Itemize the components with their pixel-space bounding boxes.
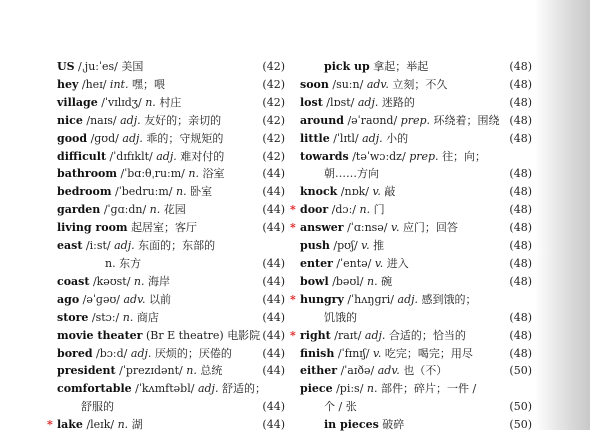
phonetic: /ˌjuːˈes/: [78, 60, 118, 73]
meaning: 卧室: [190, 185, 213, 199]
phonetic: /ˈentə/: [336, 256, 372, 270]
part-of-speech: n.: [149, 203, 161, 217]
part-of-speech: n.: [145, 95, 156, 109]
meaning: 浴室: [202, 167, 225, 181]
vocab-entry: [57, 130, 285, 148]
part-of-speech: adj.: [362, 131, 383, 145]
meaning: 美国: [121, 60, 144, 73]
vocab-word: good: [57, 131, 88, 145]
phonetic: /ˈvɪlɪdʒ/: [101, 95, 142, 109]
vocab-word: finish: [300, 346, 335, 360]
meaning: 碗: [381, 274, 393, 288]
vocab-entry: [300, 273, 532, 291]
page-reference: (42): [262, 149, 285, 163]
key-word-star-icon: *: [290, 221, 296, 235]
phonetic: /bɔːd/: [96, 346, 128, 360]
meaning: 东面的；东部的: [138, 239, 216, 253]
vocab-entry: [300, 416, 532, 434]
right-vocabulary-column: [290, 58, 532, 434]
page-reference: (44): [262, 292, 285, 306]
page-reference: (42): [262, 131, 285, 145]
part-of-speech: v.: [374, 256, 384, 270]
part-of-speech: adj.: [397, 292, 419, 306]
page-reference: (44): [262, 400, 285, 414]
phonetic: /heɪ/: [81, 77, 107, 91]
meaning: 花园: [163, 203, 186, 217]
meaning: 村庄: [159, 95, 182, 109]
page-reference: (48): [509, 274, 532, 288]
meaning: 起居室；客厅: [131, 221, 198, 235]
phonetic: /ˈdɪfɪklt/: [109, 149, 153, 163]
part-of-speech: adj.: [357, 95, 379, 109]
meaning-continued: 朝……方向: [324, 167, 379, 181]
page-reference: (48): [509, 221, 532, 235]
page-reference: (42): [262, 60, 285, 73]
meaning: 破碎: [382, 418, 405, 432]
phonetic: /kəʊst/: [92, 274, 131, 288]
part-of-speech: v.: [372, 185, 381, 199]
meaning: 也（不）: [403, 364, 448, 378]
page-reference: (48): [509, 60, 532, 73]
phonetic: /ˈɡɑːdn/: [103, 203, 147, 217]
part-of-speech: adj.: [122, 131, 143, 145]
vocab-entry: [300, 345, 532, 363]
vocab-entry: [57, 327, 285, 345]
meaning: 商店: [136, 310, 159, 324]
vocab-entry: [57, 76, 285, 94]
vocab-word: push: [300, 239, 330, 253]
phonetic: /əˈraʊnd/: [347, 113, 398, 127]
vocab-entry: [300, 148, 532, 184]
phonetic: /ˈbedruːm/: [115, 185, 173, 199]
vocab-entry: [300, 130, 532, 148]
meaning: 环绕着；围绕: [433, 113, 500, 127]
part-of-speech: adj.: [130, 346, 152, 360]
vocab-word: door: [300, 203, 329, 217]
part-of-speech: adv.: [377, 364, 400, 378]
page-reference: (44): [262, 346, 285, 360]
vocab-entry: [300, 112, 532, 130]
part-of-speech: prep.: [400, 113, 431, 127]
meaning: 合适的；恰当的: [388, 328, 466, 342]
vocab-entry: [300, 58, 532, 76]
page-reference: (44): [262, 203, 285, 217]
meaning: 推: [373, 239, 385, 253]
vocab-entry: [300, 183, 532, 201]
phonetic: /iːst/: [85, 239, 111, 253]
meaning: 门: [373, 203, 385, 217]
meaning: 小的: [386, 131, 409, 145]
phonetic: /ˈkʌmftəbl/: [135, 382, 195, 396]
phonetic: /piːs/: [336, 382, 364, 396]
vocab-entry: [57, 183, 285, 201]
vocab-word: village: [57, 95, 98, 109]
vocab-entry: [290, 291, 532, 327]
part-of-speech: adv.: [366, 77, 389, 91]
page-reference: (44): [262, 167, 285, 181]
page-reference: (48): [509, 239, 532, 253]
vocab-entry: [57, 148, 285, 166]
vocab-word: piece: [300, 382, 333, 396]
vocab-entry: [57, 219, 285, 237]
meaning: 进入: [386, 256, 409, 270]
vocab-word: bathroom: [57, 167, 118, 181]
meaning: 部件；碎片；一件 /: [381, 382, 477, 396]
vocab-word: in pieces: [324, 418, 379, 432]
page-reference: (48): [509, 256, 532, 270]
part-of-speech: v.: [361, 239, 370, 253]
phonetic: /lɒst/: [326, 95, 355, 109]
part-of-speech: adj.: [114, 239, 135, 253]
vocab-entry: [300, 255, 532, 273]
vocab-entry: [57, 345, 285, 363]
vocab-word: little: [300, 131, 330, 145]
vocab-entry: [57, 380, 285, 416]
part-of-speech: adv.: [123, 292, 146, 306]
part-of-speech: v.: [373, 346, 382, 360]
vocab-word: around: [300, 113, 344, 127]
page-reference: (44): [262, 274, 285, 288]
vocab-entry: [300, 237, 532, 255]
page-reference: (44): [262, 364, 285, 378]
page-reference: (48): [509, 185, 532, 199]
vocab-word: hungry: [300, 292, 344, 306]
part-of-speech: n.: [133, 274, 145, 288]
phonetic: /ˈhʌŋɡri/: [347, 292, 395, 306]
vocab-word: difficult: [57, 149, 107, 163]
part-of-speech: n.: [366, 382, 378, 396]
page-reference: (44): [262, 185, 285, 199]
part-of-speech: n.: [367, 274, 378, 288]
phonetic: /pʊʃ/: [333, 239, 358, 253]
page-reference: (42): [262, 77, 285, 91]
phonetic: /dɔː/: [331, 203, 356, 217]
vocab-word: ago: [57, 292, 80, 306]
page-reference: (44): [262, 256, 285, 270]
part-of-speech: adj.: [120, 113, 141, 127]
phonetic: /ˈprezɪdənt/: [119, 364, 183, 378]
part-of-speech: adj.: [156, 149, 177, 163]
key-word-star-icon: *: [290, 328, 296, 342]
phonetic: /ɡʊd/: [90, 131, 119, 145]
page-reference: (48): [509, 113, 532, 127]
part-of-speech: adj.: [197, 382, 219, 396]
page-reference: (48): [509, 95, 532, 109]
phonetic: /təˈwɔːdz/: [352, 149, 406, 163]
vocab-word: store: [57, 310, 89, 324]
part-of-speech: n.: [359, 203, 371, 217]
vocab-entry: [57, 112, 285, 130]
phonetic: (Br E theatre): [145, 328, 224, 342]
meaning: 以前: [149, 292, 171, 306]
part-of-speech: v.: [391, 221, 400, 235]
key-word-star-icon: *: [290, 203, 296, 217]
meaning: 电影院: [227, 328, 261, 342]
vocab-word: bedroom: [57, 185, 112, 199]
meaning: 海岸: [148, 274, 171, 288]
part-of-speech: adj.: [364, 328, 386, 342]
phonetic: /naɪs/: [86, 113, 117, 127]
vocab-word: answer: [300, 221, 344, 235]
vocab-word: comfortable: [57, 382, 132, 396]
vocab-word: lost: [300, 95, 323, 109]
phonetic: /raɪt/: [334, 328, 362, 342]
vocab-word: enter: [300, 256, 333, 270]
vocab-entry: [300, 362, 532, 380]
key-word-star-icon: *: [47, 418, 53, 432]
key-word-star-icon: *: [290, 292, 296, 306]
vocab-entry: [57, 201, 285, 219]
vocab-entry: [300, 94, 532, 112]
vocab-entry: [57, 309, 285, 327]
vocab-word: pick up: [324, 60, 370, 73]
part-of-speech: n.: [188, 167, 199, 181]
phonetic: /nɒk/: [340, 185, 369, 199]
meaning: 感到饿的；: [421, 292, 477, 306]
meaning: 敲: [384, 185, 396, 199]
phonetic: /bəʊl/: [332, 274, 364, 288]
page-reference: (50): [509, 364, 532, 378]
phonetic: /ˈlɪtl/: [333, 131, 359, 145]
phonetic: /ˈɑːnsə/: [347, 221, 388, 235]
page-reference: (48): [509, 167, 532, 181]
meaning: 拿起；举起: [373, 60, 429, 73]
vocab-entry: [290, 201, 532, 219]
vocab-word: coast: [57, 274, 90, 288]
meaning: 总统: [200, 364, 223, 378]
part-of-speech: n.: [176, 185, 187, 199]
left-vocabulary-column: [47, 58, 285, 434]
page-reference: (48): [509, 346, 532, 360]
page-reference: (48): [509, 328, 532, 342]
vocab-word: right: [300, 328, 331, 342]
phonetic: /leɪk/: [86, 418, 115, 432]
vocab-word: either: [300, 364, 338, 378]
page-reference: (44): [262, 221, 285, 235]
vocab-word: lake: [57, 418, 83, 432]
vocab-entry: [290, 219, 532, 237]
part-of-speech: n.: [122, 310, 134, 324]
vocab-word: movie theater: [57, 328, 143, 342]
page-reference: (50): [509, 400, 532, 414]
vocab-entry: [57, 362, 285, 380]
meaning: 立刻；不久: [392, 77, 448, 91]
meaning: 难对付的: [180, 149, 225, 163]
meaning-continued: 饥饿的: [324, 310, 357, 324]
vocab-word: east: [57, 239, 83, 253]
vocab-word: bowl: [300, 274, 329, 288]
page-reference: (48): [509, 310, 532, 324]
vocab-word: living room: [57, 221, 128, 235]
page-reference: (44): [262, 328, 285, 342]
meaning-continued: 舒服的: [81, 400, 114, 414]
vocab-word: president: [57, 364, 116, 378]
page-reference: (44): [262, 418, 285, 432]
meaning: 嘿；喂: [131, 77, 165, 91]
vocab-entry: [57, 291, 285, 309]
meaning-continued: n. 东方: [105, 256, 142, 270]
vocab-entry: [57, 94, 285, 112]
phonetic: /ˈaɪðə/: [340, 364, 375, 378]
page-edge-shadow: [535, 0, 590, 430]
vocab-entry: [57, 273, 285, 291]
vocab-entry: [57, 58, 285, 76]
page-reference: (44): [262, 310, 285, 324]
part-of-speech: int.: [109, 77, 129, 91]
meaning: 吃完；喝完；用尽: [384, 346, 473, 360]
vocab-entry: [57, 237, 285, 273]
page-reference: (50): [509, 418, 532, 432]
meaning: 应门；回答: [402, 221, 458, 235]
phonetic: /əˈɡəʊ/: [82, 292, 120, 306]
part-of-speech: n.: [117, 418, 129, 432]
phonetic: /ˈbɑːθˌruːm/: [120, 167, 185, 181]
vocab-entry: [47, 416, 285, 434]
meaning: 厌烦的；厌倦的: [154, 346, 232, 360]
vocab-word: nice: [57, 113, 83, 127]
vocab-word: garden: [57, 203, 101, 217]
page-reference: (48): [509, 203, 532, 217]
meaning: 友好的；亲切的: [144, 113, 222, 127]
part-of-speech: prep.: [409, 149, 439, 163]
meaning: 乖的；守规矩的: [146, 131, 224, 145]
meaning: 舒适的；: [221, 382, 266, 396]
meaning: 往；向；: [442, 149, 487, 163]
vocab-word: knock: [300, 185, 338, 199]
phonetic: /suːn/: [332, 77, 364, 91]
vocab-word: bored: [57, 346, 93, 360]
page-reference: (42): [262, 95, 285, 109]
phonetic: /ˈfɪnɪʃ/: [337, 346, 370, 360]
vocab-entry: [290, 327, 532, 345]
meaning: 湖: [131, 418, 143, 432]
vocab-entry: [300, 76, 532, 94]
page-reference: (42): [262, 113, 285, 127]
vocab-word: US: [57, 60, 75, 73]
meaning-continued: 个 / 张: [324, 400, 357, 414]
vocab-word: soon: [300, 77, 329, 91]
vocab-entry: [57, 165, 285, 183]
page-reference: (48): [509, 131, 532, 145]
vocab-word: towards: [300, 149, 349, 163]
phonetic: /stɔː/: [91, 310, 120, 324]
vocab-word: hey: [57, 77, 79, 91]
meaning: 迷路的: [381, 95, 415, 109]
part-of-speech: n.: [186, 364, 197, 378]
page-reference: (48): [509, 77, 532, 91]
vocab-entry: [300, 380, 532, 416]
